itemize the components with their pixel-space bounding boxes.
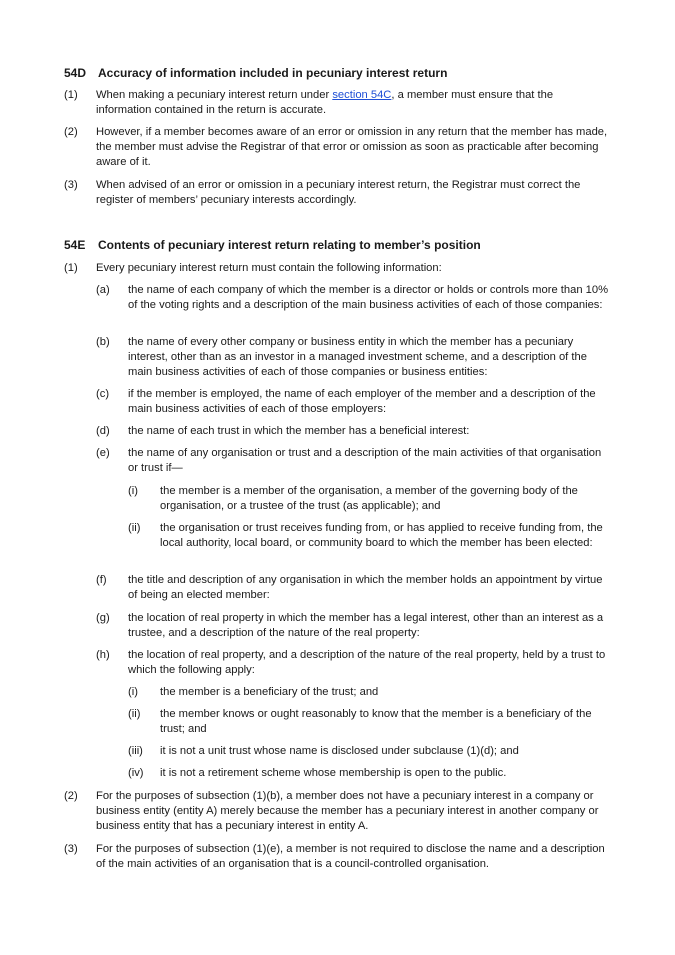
- paragraph-text: the location of real property in which the member has a legal interest, other than an interest as a trustee, and a description of the nature of the real property:: [128, 612, 604, 640]
- paragraph-d: [96, 424, 611, 439]
- subparagraph-h-i: [128, 685, 611, 700]
- section-54d-heading: [64, 66, 447, 81]
- paragraph-text: the name of each trust in which the member has a beneficial interest:: [128, 425, 470, 437]
- subparagraph-text: the organisation or trust receives funding from, or has applied to receive funding from, the local authority, local board, or community board to which the member has been elected:: [160, 522, 603, 550]
- paragraph-h: [96, 648, 611, 678]
- paragraph-f: [96, 573, 611, 603]
- paragraph-a: [96, 283, 611, 313]
- subsection-54d-2: [64, 125, 611, 171]
- paragraph-marker: (e): [96, 447, 110, 459]
- subsection-marker: (1): [64, 262, 78, 274]
- subsection-text: [96, 88, 611, 118]
- paragraph-text: the name of each company of which the member is a director or holds or controls more than 10% of the voting rights and a description of the main business activities of each of those companies:: [128, 284, 609, 312]
- subsection-54e-1: [64, 261, 611, 276]
- subparagraph-e-i: [128, 484, 611, 514]
- subparagraph-text: the member is a beneficiary of the trust; and: [160, 686, 379, 698]
- subparagraph-text: the member is a member of the organisation, a member of the governing body of the organisation, or a trustee of the trust (as applicable); and: [160, 485, 578, 513]
- paragraph-e: [96, 446, 611, 476]
- subparagraph-marker: (iv): [128, 767, 144, 779]
- subsection-text: Every pecuniary interest return must contain the following information:: [96, 262, 442, 274]
- subsection-54d-3: [64, 178, 611, 208]
- section-number: 54D: [64, 66, 87, 80]
- section-54c-link[interactable]: section 54C: [332, 89, 392, 101]
- section-number: 54E: [64, 238, 86, 252]
- subsection-text: For the purposes of subsection (1)(b), a member does not have a pecuniary interest in a company or business entity (entity A) merely because the member has a pecuniary interest in another company or business entity that has a pecuniary interest in entity A.: [96, 790, 599, 833]
- subsection-marker: (3): [64, 179, 78, 191]
- section-title: Contents of pecuniary interest return relating to member’s position: [98, 238, 481, 252]
- paragraph-c: [96, 387, 611, 417]
- subsection-54d-1: [64, 88, 611, 118]
- text-after-link: , a member must ensure that the information contained in the return is accurate.: [96, 89, 554, 117]
- paragraph-text: the name of every other company or business entity in which the member has a pecuniary interest, other than as an investor in a managed investment scheme, and a description of the main business activities of each of those companies or business entities:: [128, 336, 587, 379]
- subsection-marker: (3): [64, 843, 78, 855]
- subparagraph-marker: (ii): [128, 522, 141, 534]
- subsection-54e-2: [64, 789, 611, 835]
- paragraph-text: the location of real property, and a description of the nature of the real property, held by a trust to which the following apply:: [128, 649, 606, 677]
- paragraph-text: the title and description of any organisation in which the member holds an appointment by virtue of being an elected member:: [128, 574, 603, 602]
- paragraph-text: if the member is employed, the name of each employer of the member and a description of the main business activities of each of those employers:: [128, 388, 596, 416]
- subparagraph-text: the member knows or ought reasonably to know that the member is a beneficiary of the trust; and: [160, 708, 592, 736]
- paragraph-marker: (d): [96, 425, 110, 437]
- subparagraph-marker: (ii): [128, 708, 141, 720]
- subparagraph-marker: (iii): [128, 745, 143, 757]
- paragraph-marker: (b): [96, 336, 110, 348]
- subparagraph-h-iii: [128, 744, 611, 759]
- paragraph-g: [96, 611, 611, 641]
- subsection-marker: (2): [64, 126, 78, 138]
- subparagraph-text: it is not a retirement scheme whose membership is open to the public.: [160, 767, 507, 779]
- paragraph-marker: (c): [96, 388, 110, 400]
- subparagraph-text: it is not a unit trust whose name is disclosed under subclause (1)(d); and: [160, 745, 519, 757]
- paragraph-marker: (h): [96, 649, 110, 661]
- section-title: Accuracy of information included in pecuniary interest return: [98, 66, 448, 80]
- subparagraph-e-ii: [128, 521, 611, 551]
- paragraph-marker: (g): [96, 612, 110, 624]
- subsection-text: When advised of an error or omission in a pecuniary interest return, the Registrar must correct the register of members’ pecuniary interests accordingly.: [96, 179, 581, 207]
- subsection-text: For the purposes of subsection (1)(e), a member is not required to disclose the name and a description of the main activities of an organisation that is a council-controlled organisation.: [96, 843, 605, 871]
- subparagraph-h-ii: [128, 707, 611, 737]
- subsection-text: However, if a member becomes aware of an error or omission in any return that the member has made, the member must advise the Registrar of that error or omission as soon as practicable after becoming aware of it.: [96, 126, 608, 169]
- paragraph-b: [96, 335, 611, 381]
- subparagraph-marker: (i): [128, 686, 138, 698]
- subparagraph-marker: (i): [128, 485, 138, 497]
- subsection-54e-3: [64, 842, 611, 872]
- paragraph-text: the name of any organisation or trust and a description of the main activities of that organisation or trust if—: [128, 447, 602, 475]
- subparagraph-h-iv: [128, 766, 611, 781]
- section-54e-heading: [64, 238, 481, 253]
- subsection-marker: (1): [64, 89, 78, 101]
- paragraph-marker: (a): [96, 284, 110, 296]
- paragraph-marker: (f): [96, 574, 107, 586]
- subsection-marker: (2): [64, 790, 78, 802]
- text-before-link: When making a pecuniary interest return under: [96, 89, 333, 101]
